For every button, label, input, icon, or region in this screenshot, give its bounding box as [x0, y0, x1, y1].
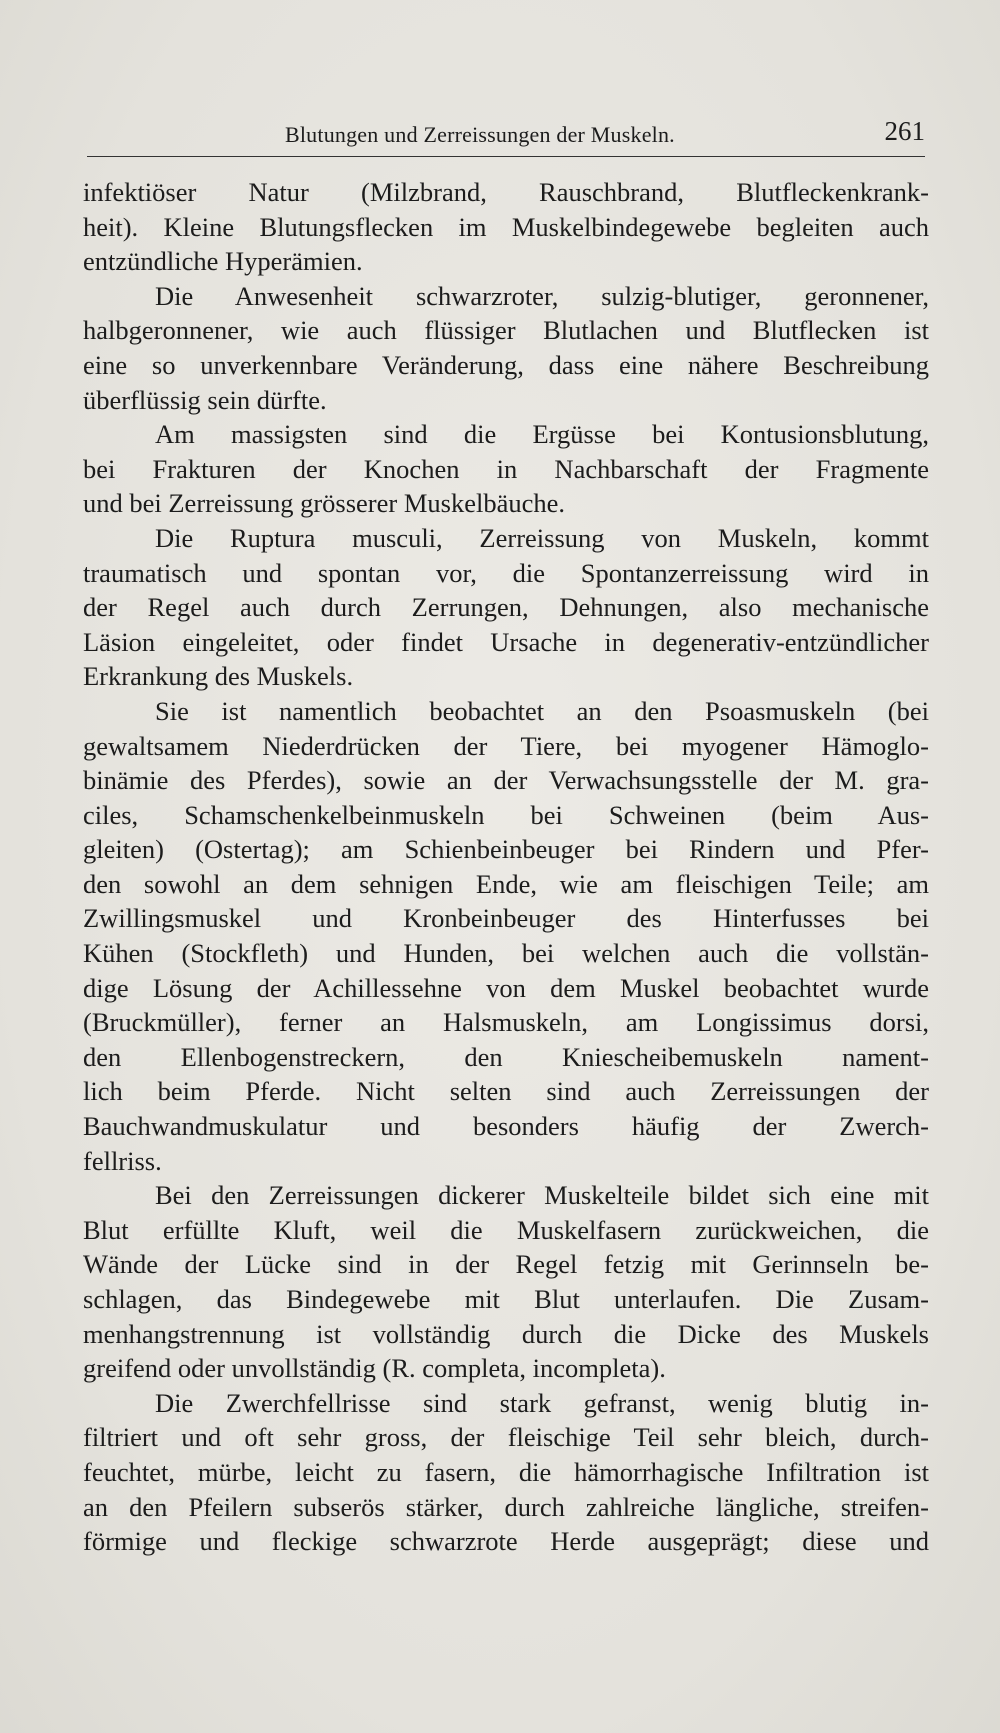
- body-text: [83, 175, 929, 1559]
- text-line: heit). Kleine Blutungsflecken im Muskelbindegewebe begleiten auch: [83, 211, 929, 242]
- text-line: (Bruckmüller), ferner an Halsmuskeln, am Longissimus dorsi,: [83, 1007, 929, 1038]
- text-line: den sowohl an dem sehnigen Ende, wie am fleischigen Teile; am: [83, 868, 929, 899]
- text-line: Sie ist namentlich beobachtet an den Psoasmuskeln (bei: [155, 695, 929, 726]
- text-line: Wände der Lücke sind in der Regel fetzig mit Gerinnseln be-: [83, 1249, 929, 1280]
- text-line: Läsion eingeleitet, oder findet Ursache in degenerativ-entzündlicher: [83, 626, 929, 657]
- text-line: förmige und fleckige schwarzrote Herde ausgeprägt; diese und: [83, 1526, 929, 1557]
- text-line: Die Ruptura musculi, Zerreissung von Muskeln, kommt: [155, 522, 929, 553]
- text-line: entzündliche Hyperämien.: [83, 246, 363, 277]
- text-line: Blut erfüllte Kluft, weil die Muskelfasern zurückweichen, die: [83, 1214, 929, 1245]
- text-line: Kühen (Stockfleth) und Hunden, bei welchen auch die vollstän-: [83, 938, 929, 969]
- text-line: Die Zwerchfellrisse sind stark gefranst, wenig blutig in-: [155, 1387, 929, 1418]
- text-line: lich beim Pferde. Nicht selten sind auch Zerreissungen der: [83, 1076, 929, 1107]
- text-line: den Ellenbogenstreckern, den Kniescheibemuskeln nament-: [83, 1041, 929, 1072]
- text-line: und bei Zerreissung grösserer Muskelbäuche.: [83, 488, 566, 519]
- text-line: gewaltsamem Niederdrücken der Tiere, bei myogener Hämoglo-: [83, 730, 929, 761]
- text-line: Bei den Zerreissungen dickerer Muskelteile bildet sich eine mit: [155, 1180, 929, 1211]
- text-line: halbgeronnener, wie auch flüssiger Blutlachen und Blutflecken ist: [83, 315, 929, 346]
- text-line: greifend oder unvollständig (R. completa, incompleta).: [83, 1353, 666, 1384]
- text-line: Bauchwandmuskulatur und besonders häufig der Zwerch-: [83, 1111, 929, 1142]
- text-line: der Regel auch durch Zerrungen, Dehnungen, also mechanische: [83, 592, 929, 623]
- text-line: infektiöser Natur (Milzbrand, Rauschbrand, Blutfleckenkrank-: [83, 177, 929, 207]
- text-line: überflüssig sein dürfte.: [83, 384, 327, 415]
- page-header: [87, 112, 925, 157]
- text-line: eine so unverkennbare Veränderung, dass eine nähere Beschreibung: [83, 349, 929, 380]
- text-line: schlagen, das Bindegewebe mit Blut unterlaufen. Die Zusam-: [83, 1284, 929, 1314]
- text-line: ciles, Schamschenkelbeinmuskeln bei Schweinen (beim Aus-: [83, 799, 929, 830]
- text-line: fellriss.: [83, 1145, 162, 1176]
- text-line: feuchtet, mürbe, leicht zu fasern, die hämorrhagische Infiltration ist: [83, 1456, 929, 1487]
- text-line: an den Pfeilern subserös stärker, durch zahlreiche längliche, streifen-: [83, 1491, 929, 1522]
- text-line: Die Anwesenheit schwarzroter, sulzig-blutiger, geronnener,: [155, 280, 929, 311]
- text-line: filtriert und oft sehr gross, der fleischige Teil sehr bleich, durch-: [83, 1422, 929, 1453]
- text-line: gleiten) (Ostertag); am Schienbeinbeuger bei Rindern und Pfer-: [83, 834, 929, 865]
- text-line: bei Frakturen der Knochen in Nachbarschaft der Fragmente: [83, 453, 929, 484]
- text-line: traumatisch und spontan vor, die Spontanzerreissung wird in: [83, 557, 929, 588]
- text-line: dige Lösung der Achillessehne von dem Muskel beobachtet wurde: [83, 972, 929, 1003]
- text-line: Zwillingsmuskel und Kronbeinbeuger des Hinterfusses bei: [83, 903, 929, 934]
- text-line: Erkrankung des Muskels.: [83, 661, 354, 692]
- text-line: binämie des Pferdes), sowie an der Verwachsungsstelle der M. gra-: [83, 765, 929, 796]
- running-title: Blutungen und Zerreissungen der Muskeln.: [285, 122, 675, 147]
- text-line: Am massigsten sind die Ergüsse bei Kontusionsblutung,: [155, 419, 929, 450]
- page-number: 261: [884, 116, 925, 146]
- text-line: menhangstrennung ist vollständig durch die Dicke des Muskels: [83, 1318, 929, 1349]
